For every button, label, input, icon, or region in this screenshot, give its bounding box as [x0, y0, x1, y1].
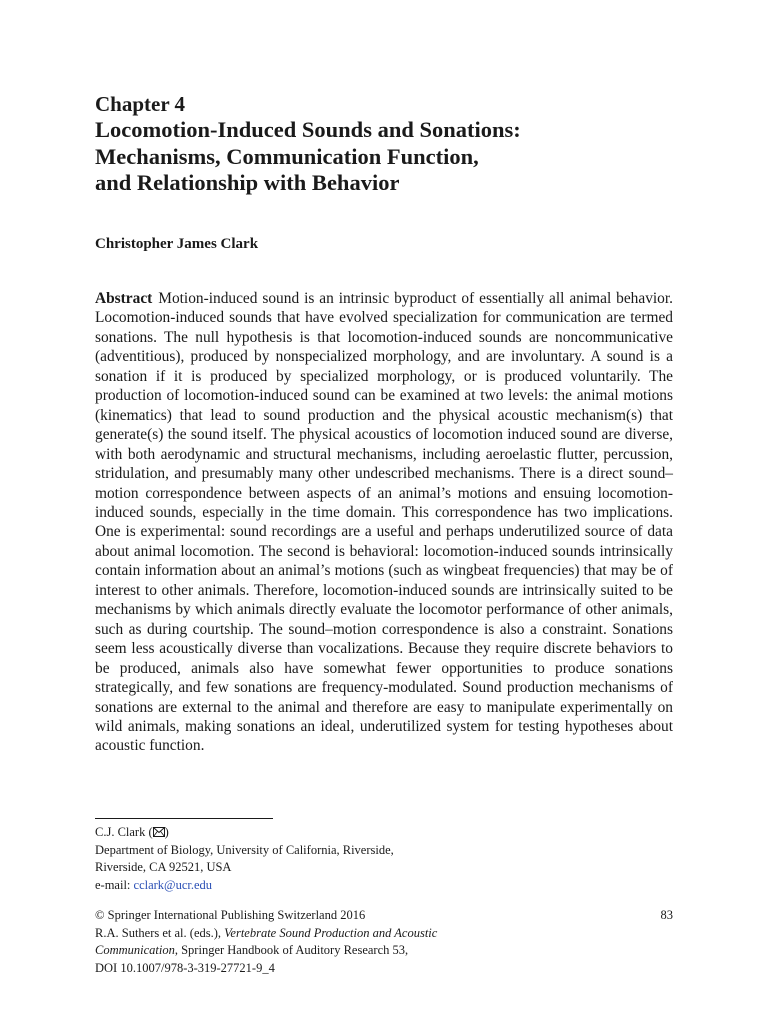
footnote-email-line — [95, 877, 394, 895]
footnote-address: Riverside, CA 92521, USA — [95, 860, 232, 874]
footnote-name-line — [95, 824, 394, 842]
email-label: e-mail: — [95, 877, 134, 892]
footnote-name-close: ) — [164, 825, 169, 839]
footnote-affiliation: Department of Biology, University of California, Riverside, — [95, 842, 394, 857]
book-title-cont: Communication — [95, 943, 175, 957]
page-number: 83 — [660, 908, 673, 922]
copyright-block — [95, 907, 673, 977]
envelope-icon — [153, 827, 165, 837]
book-title: Vertebrate Sound Production and Acoustic — [224, 925, 438, 940]
footnote-name: C.J. Clark ( — [95, 825, 153, 839]
abstract-text: Motion-induced sound is an intrinsic byproduct of essentially all animal behavior. Locomotion-induced sounds that have evolved specialization for communication are termed sonations. The null hypothesis is that locomotion-induced sounds are noncommunicative (adventitious), produced by nonspecialized morphology, and are involuntary. A sound is a sonation if it is produced by specialized morphology, or is produced voluntarily. The production of locomotion-induced sound can be examined at two levels: the animal motions (kinematics) that lead to sound production and the physical acoustic mechanism(s) that generate(s) the sound itself. The physical acoustics of locomotion induced sound are diverse, with both aerodynamic and structural mechanisms, including aeroelastic flutter, percussion, stridulation, and presumably many other undescribed mechanisms. There is a direct sound–motion correspondence between aspects of an animal’s motions and ensuing locomotion-induced sounds, especially in the time domain. This correspondence has two implications. One is experimental: sound recordings are a useful and perhaps underutilized source of data about animal locomotion. The second is behavioral: locomotion-induced sounds intrinsically contain information about an animal’s motions (such as wingbeat frequencies) that may be of interest to other animals. Therefore, locomotion-induced sounds are intrinsically suited to be mechanisms by which animals directly evaluate the locomotor performance of other animals, such as during courtship. The sound–motion correspondence is also a constraint. Sonations seem less acoustically diverse than vocalizations. Because they require discrete behaviors to be produced, animals also have somewhat fewer opportunities to produce sonations strategically, and few sonations are frequency-modulated. Sound production mechanisms of sonations are external to the animal and therefore are easy to manipulate experimentally on wild animals, making sonations an ideal, underutilized system for testing hypotheses about acoustic function. — [95, 290, 673, 755]
abstract — [95, 289, 673, 756]
abstract-keyword: Abstract — [95, 290, 153, 307]
citation-line-2 — [95, 942, 673, 960]
chapter-title-line: Mechanisms, Communication Function, — [95, 143, 479, 169]
citation-line — [95, 925, 673, 943]
doi-line: DOI 10.1007/978-3-319-27721-9_4 — [95, 960, 275, 975]
email-link[interactable]: cclark@ucr.edu — [133, 877, 213, 892]
chapter-title-line: Locomotion-Induced Sounds and Sonations: — [95, 117, 521, 142]
chapter-label: Chapter 4 — [95, 92, 186, 116]
series-name: , Springer Handbook of Auditory Research 53, — [174, 943, 409, 957]
footnote-divider — [95, 818, 273, 819]
citation-editors: R.A. Suthers et al. (eds.), — [95, 925, 225, 940]
chapter-title — [95, 117, 695, 197]
copyright-line: © Springer International Publishing Switzerland 2016 — [95, 908, 366, 922]
author-name: Christopher James Clark — [95, 236, 259, 252]
author-footnote — [95, 824, 394, 894]
chapter-title-line: and Relationship with Behavior — [95, 170, 400, 195]
